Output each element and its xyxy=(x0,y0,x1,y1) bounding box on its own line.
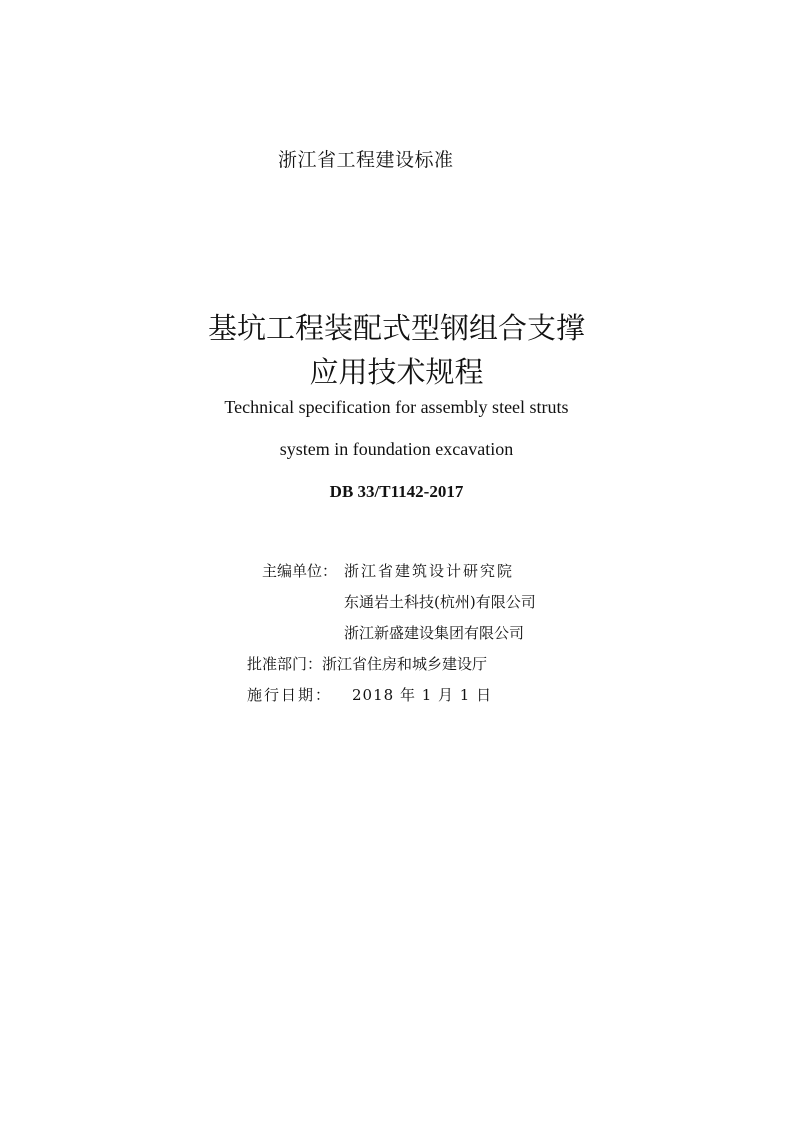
effective-date-row xyxy=(247,684,492,705)
title-cn-line-1: 基坑工程装配式型钢组合支撑 xyxy=(207,311,585,345)
approval-value: 浙江省住房和城乡建设厅 xyxy=(322,655,488,673)
approval-row xyxy=(247,653,487,674)
title-cn-line-2: 应用技术规程 xyxy=(309,355,484,389)
standard-number: DB 33/T1142-2017 xyxy=(329,482,464,501)
editor-unit-1: 浙江省建筑设计研究院 xyxy=(344,562,515,580)
standard-series-heading: 浙江省工程建设标准 xyxy=(278,149,454,171)
editor-unit-2: 东通岩土科技(杭州)有限公司 xyxy=(344,593,536,611)
approval-label: 批准部门： xyxy=(247,655,323,673)
title-en-line-1: Technical specification for assembly steel struts xyxy=(224,397,569,417)
effective-date-value: 2018 年 1 月 1 日 xyxy=(352,686,493,704)
editor-unit-3: 浙江新盛建设集团有限公司 xyxy=(344,624,525,642)
title-en-line-2: system in foundation excavation xyxy=(279,439,514,459)
effective-date-label: 施行日期： xyxy=(247,686,333,704)
editor-label: 主编单位： xyxy=(262,562,338,580)
